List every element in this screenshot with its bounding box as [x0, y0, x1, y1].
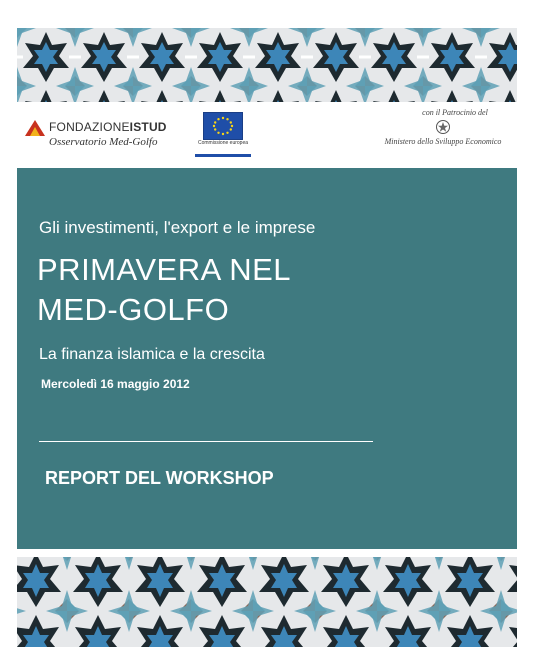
ministry-patronage — [383, 108, 503, 146]
ministry-name: Ministero dello Sviluppo Economico — [384, 137, 502, 146]
eu-underline — [195, 154, 251, 157]
cover-title — [37, 250, 291, 330]
bottom-mosaic-banner — [17, 557, 517, 647]
european-commission-logo — [189, 112, 261, 160]
istud-logo-icon — [25, 118, 45, 136]
report-label: REPORT DEL WORKSHOP — [45, 468, 274, 488]
title-line-2: MED-GOLFO — [37, 292, 230, 327]
italian-emblem-icon — [435, 119, 451, 135]
title-line-1: PRIMAVERA NEL — [37, 252, 292, 287]
top-mosaic-banner — [17, 28, 517, 102]
patronage-label: con il Patrocinio del — [422, 108, 488, 117]
cover-panel — [17, 168, 517, 549]
eu-flag-icon — [203, 112, 243, 140]
mosaic-pattern-bottom — [17, 557, 517, 647]
mosaic-pattern-top — [17, 28, 517, 102]
event-date: Mercoledì 16 maggio 2012 — [41, 377, 190, 391]
eu-label: Commissione europea — [197, 140, 249, 146]
istud-name: FONDAZIONEISTUD — [49, 120, 167, 134]
cover-tagline: La finanza islamica e la crescita — [39, 346, 265, 363]
cover-subtitle: Gli investimenti, l'export e le imprese — [39, 218, 316, 237]
logo-row — [17, 108, 517, 166]
istud-subtitle: Osservatorio Med-Golfo — [49, 136, 158, 148]
divider-line — [39, 441, 373, 442]
